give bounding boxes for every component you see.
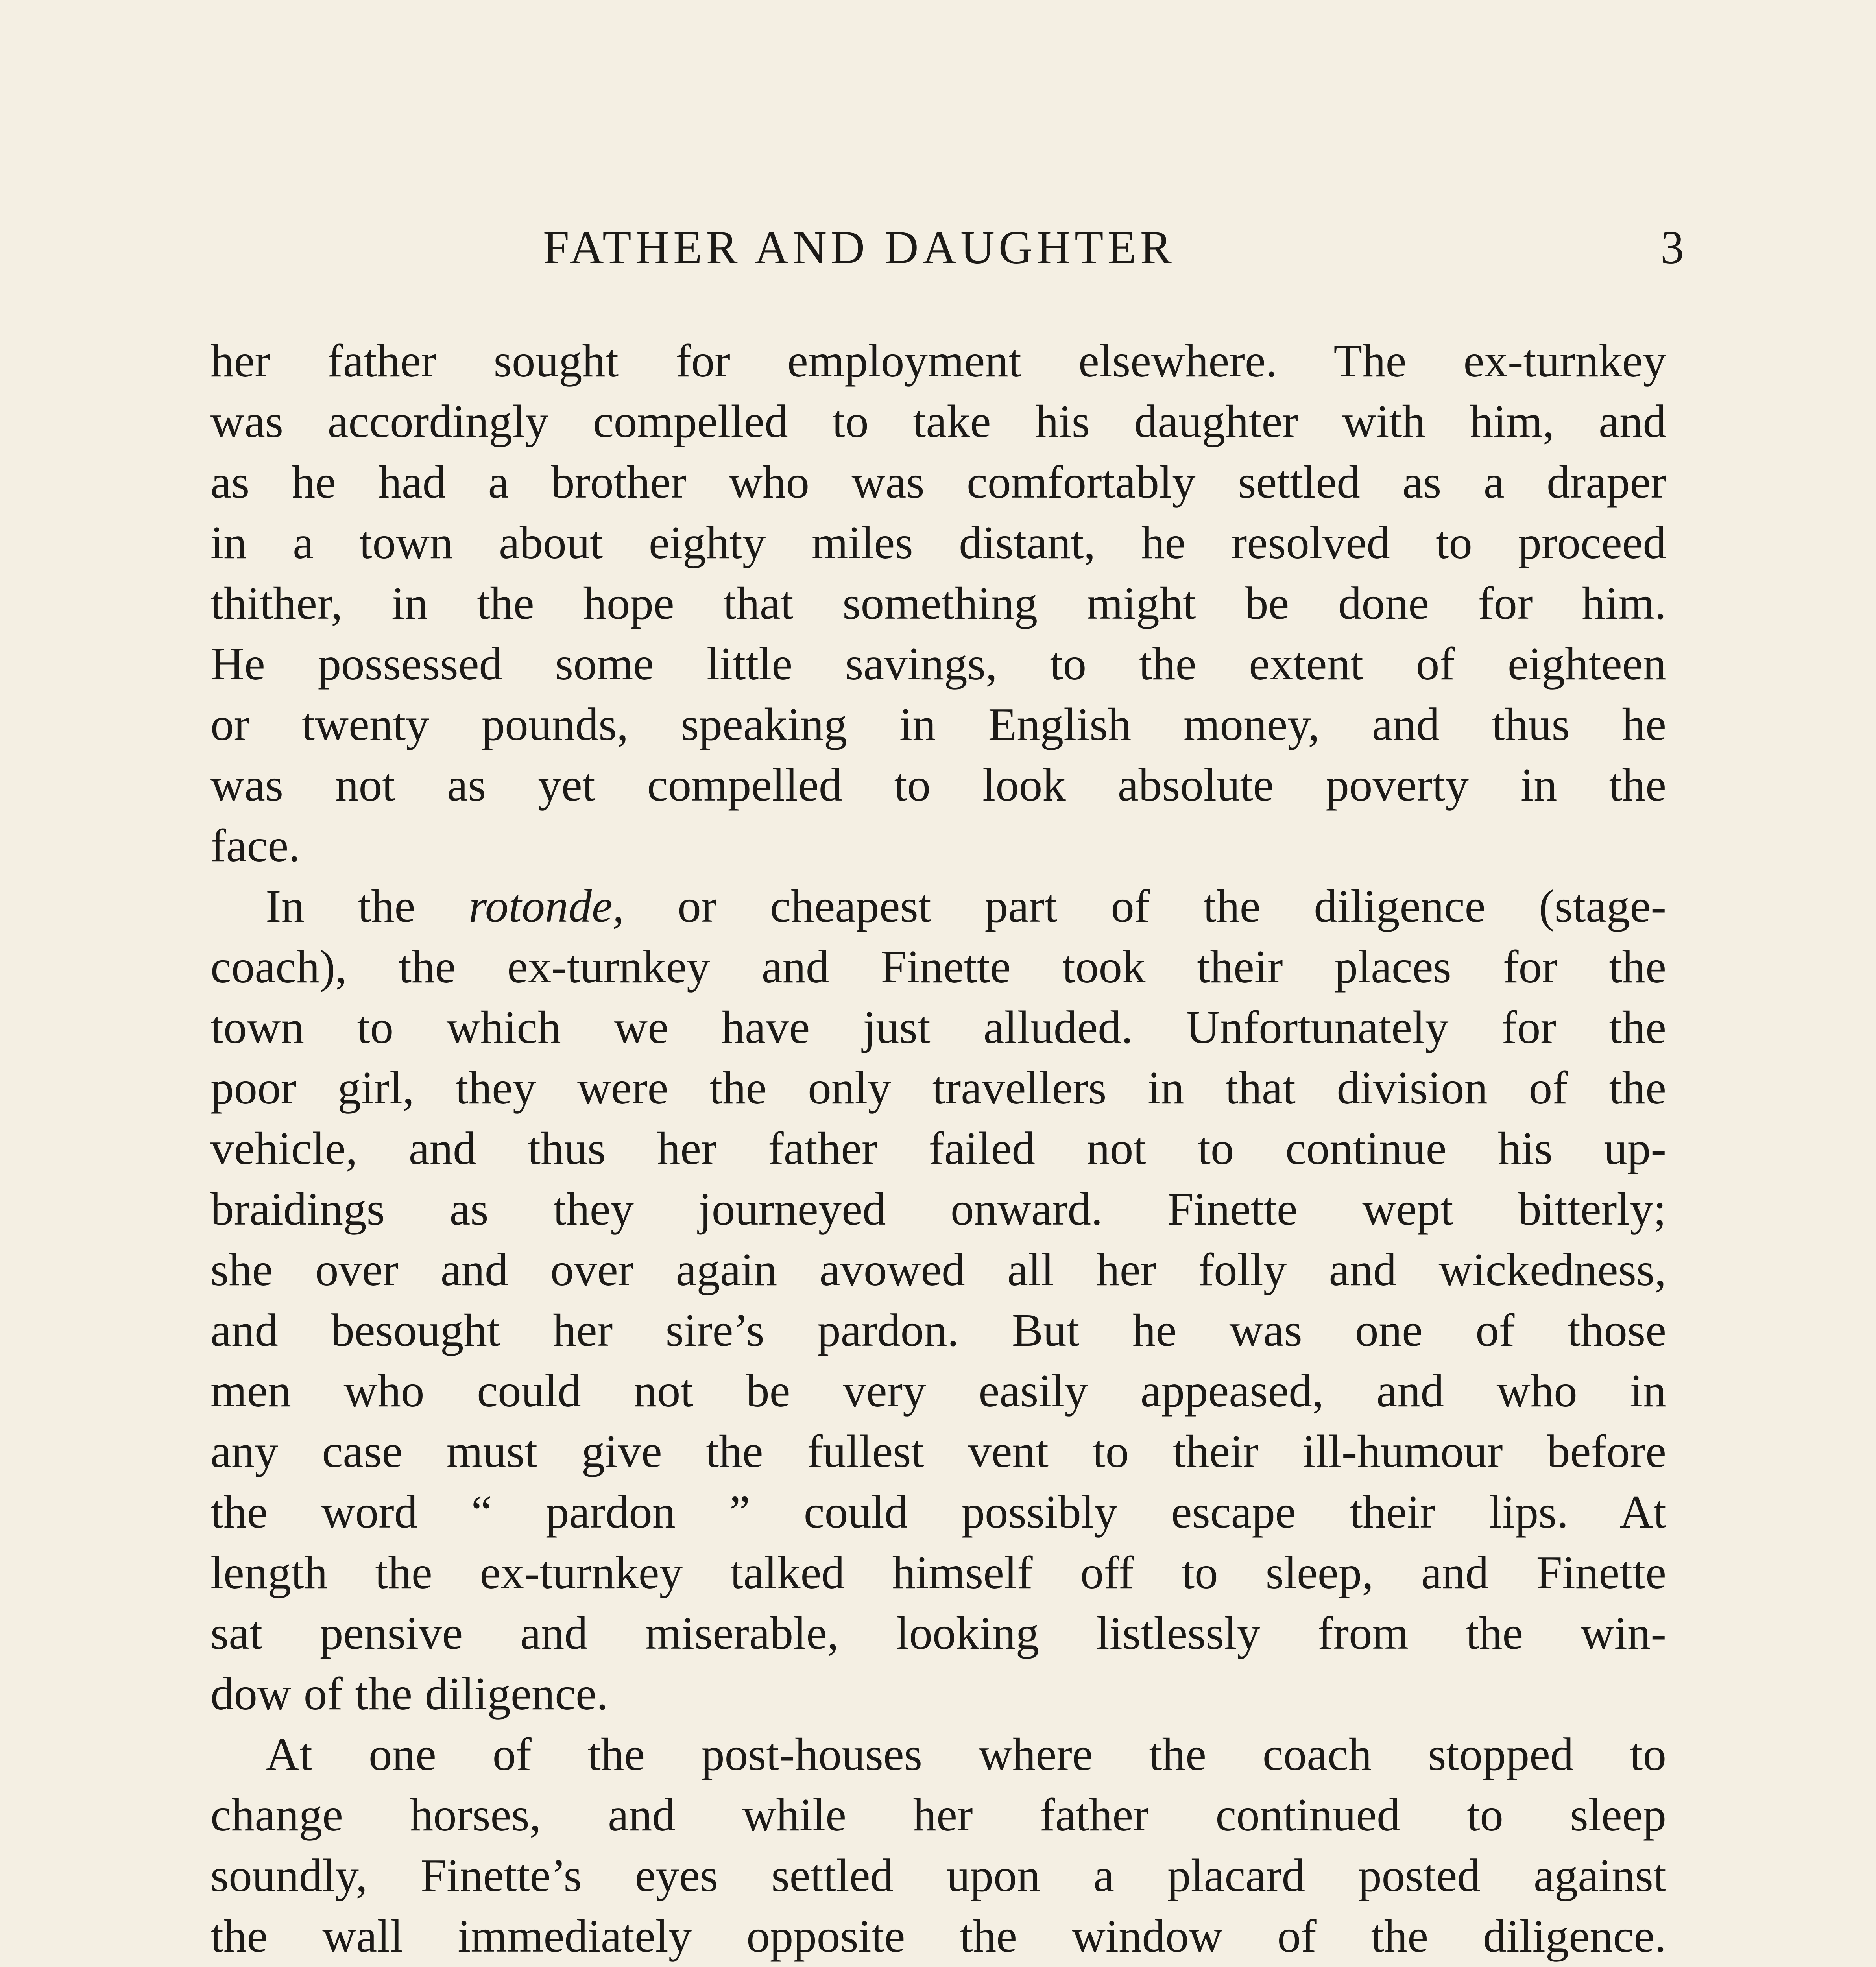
text-line: was not as yet compelled to look absolute poverty in the	[210, 759, 1666, 811]
italic-word: rotonde,	[469, 880, 624, 932]
text-fragment: In the	[266, 880, 469, 932]
text-line: as he had a brother who was comfortably settled as a draper	[210, 456, 1666, 508]
text-line: braidings as they journeyed onward. Finette wept bitterly;	[210, 1183, 1666, 1235]
text-line: change horses, and while her father continued to sleep	[210, 1789, 1666, 1841]
text-line: the wall immediately opposite the window of the diligence.	[210, 1910, 1666, 1962]
running-title: FATHER AND DAUGHTER	[543, 221, 1176, 273]
text-line: vehicle, and thus her father failed not to continue his up-	[210, 1122, 1666, 1174]
page-number: 3	[1660, 221, 1684, 273]
text-line: and besought her sire’s pardon. But he was one of those	[210, 1304, 1666, 1356]
text-line: in a town about eighty miles distant, he resolved to proceed	[210, 517, 1666, 568]
text-line: poor girl, they were the only travellers in that division of the	[210, 1062, 1666, 1114]
text-line: thither, in the hope that something might be done for him.	[210, 577, 1666, 629]
text-line: length the ex-turnkey talked himself off to sleep, and Finette	[210, 1546, 1666, 1598]
text-line: soundly, Finette’s eyes settled upon a placard posted against	[210, 1849, 1666, 1901]
text-line: town to which we have just alluded. Unfortunately for the	[210, 1001, 1666, 1053]
text-line: the word “ pardon ” could possibly escape their lips. At	[210, 1486, 1666, 1538]
body-text	[210, 330, 1666, 1967]
text-line: He possessed some little savings, to the extent of eighteen	[210, 638, 1666, 690]
text-line-paragraph-start	[210, 876, 1666, 936]
text-line: coach), the ex-turnkey and Finette took their places for the	[210, 941, 1666, 993]
text-line: she over and over again avowed all her folly and wickedness,	[210, 1244, 1666, 1295]
text-line: was accordingly compelled to take his daughter with him, and	[210, 395, 1666, 447]
page-header	[543, 220, 1684, 283]
text-line: dow of the diligence.	[210, 1668, 608, 1720]
text-line-paragraph-start: At one of the post-houses where the coach stopped to	[266, 1728, 1666, 1780]
text-line: her father sought for employment elsewhere. The ex-turnkey	[210, 335, 1666, 387]
text-fragment: or cheapest part of the diligence (stage-	[624, 880, 1666, 932]
text-line: sat pensive and miserable, looking listlessly from the win-	[210, 1607, 1666, 1659]
text-line: face.	[210, 819, 300, 871]
text-line: or twenty pounds, speaking in English money, and thus he	[210, 698, 1666, 750]
text-line: men who could not be very easily appeased, and who in	[210, 1365, 1666, 1417]
text-line: any case must give the fullest vent to their ill-humour before	[210, 1425, 1666, 1477]
